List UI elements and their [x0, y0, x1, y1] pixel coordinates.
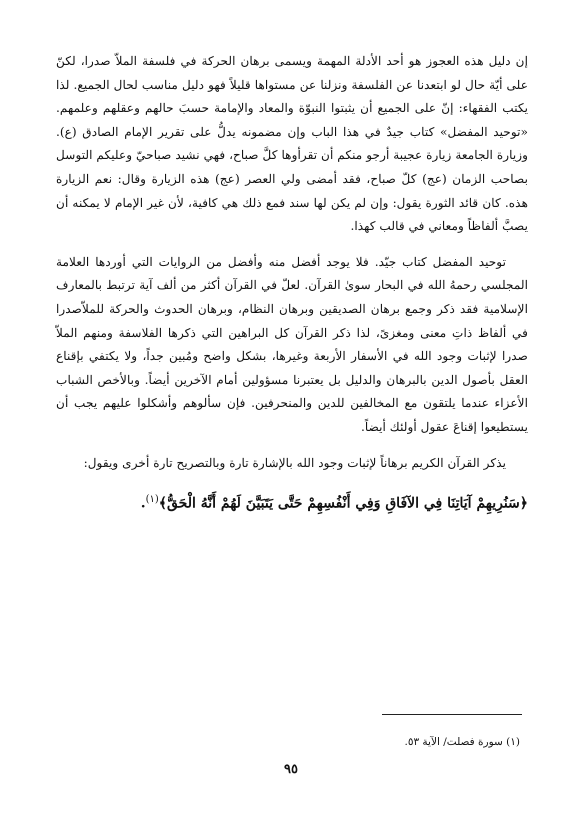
verse-end: . — [140, 495, 146, 512]
page-number: ٩٥ — [284, 762, 298, 777]
footnote: (١) سورة فصلت/ الآية ٥٣. — [404, 736, 520, 748]
paragraph-2: توحيد المفضل كتاب جيّد. فلا يوجد أفضل منه وأفضل من الروايات التي أوردها العلامة المجلسي رحمهُ الله في البحار سوىٰ القرآن. لعلّ في القرآن أكثر من ألف آية ترتبط بالمعارف الإسلامية فقد ذكر وجمع برهان الصديقين وبرهان النظام، وبرهان الحدوث والحركة للملاّصدرا في ألفاظ ذاتِ معنى ومغزىً، لذا ذكر القرآن كل البراهين التي ذكرها الفلاسفة ومنهم الملاّ صدرا لإثبات وجود الله في الأسفار الأربعة وغيرها، بشكل واضح ومُبين جداً، ولا يكتفي بإقناع العقل بأصول الدين بالبرهان والدليل بل يعتبرنا مسؤولين أمام الآخرين أيضاً. وبالأخص الشباب الأعزاء عندما يلتقون مع المخالفين للدين والمنحرفين. فإن سألوهم وأشكلوا عليهم يجب أن يستطيعوا إقناعَ عقول أولئك أيضاً. — [56, 254, 528, 434]
quran-verse-block — [56, 487, 528, 517]
body-text — [56, 50, 528, 529]
quran-verse: ﴿سَنُرِيهِمْ آيَاتِنَا فِي الآفَاقِ وَفِي أَنْفُسِهِمْ حَتَّى يَتَبَيَّنَ لَهُمْ أَنَّهُ الْحَقُّ﴾ — [158, 495, 528, 512]
paragraph-1: إن دليل هذه العجوز هو أحد الأدلة المهمة ويسمى برهان الحركة في فلسفة الملاّ صدرا، لكنّ على أيّة حال لو ابتعدنا عن الفلسفة ونزلنا عن مستواها قليلاً فهو دليل مناسب لحال الجميع. لذا يكتب الفقهاء: إنّ على الجميع أن يثبتوا النبوّة والمعاد والإمامة حسبَ حالهم وعقلهم وعلمهم. «توحيد المفضل» كتاب جيدٌ في هذا الباب وإن مضمونه يدلُّ على تقرير الإمام الصادق (ع). وزيارة الجامعة زيارة عجيبة أرجو منكم أن تقرأوها كلَّ صباح، فهي نشيد صباحيّ وعليكم التوسل بصاحب الزمان (عج) كلّ صباح، فقد أمضى ولي العصر (عج) هذه الزيارة وقال: نعم الزيارة هذه. كان قائد الثورة يقول: وإن لم يكن لها سند فمع ذلك هي كافية، لأن غير الإمام لا يمكنه أن يصبَّ ألفاظاً ومعاني في قالب كهذا. — [56, 54, 528, 234]
footnote-ref: (١) — [145, 494, 159, 506]
footnote-divider — [382, 714, 522, 715]
paragraph-3: يذكر القرآن الكريم برهاناً لإثبات وجود الله بالإشارة تارة وبالتصريح تارة أخرى ويقول: — [83, 455, 506, 470]
